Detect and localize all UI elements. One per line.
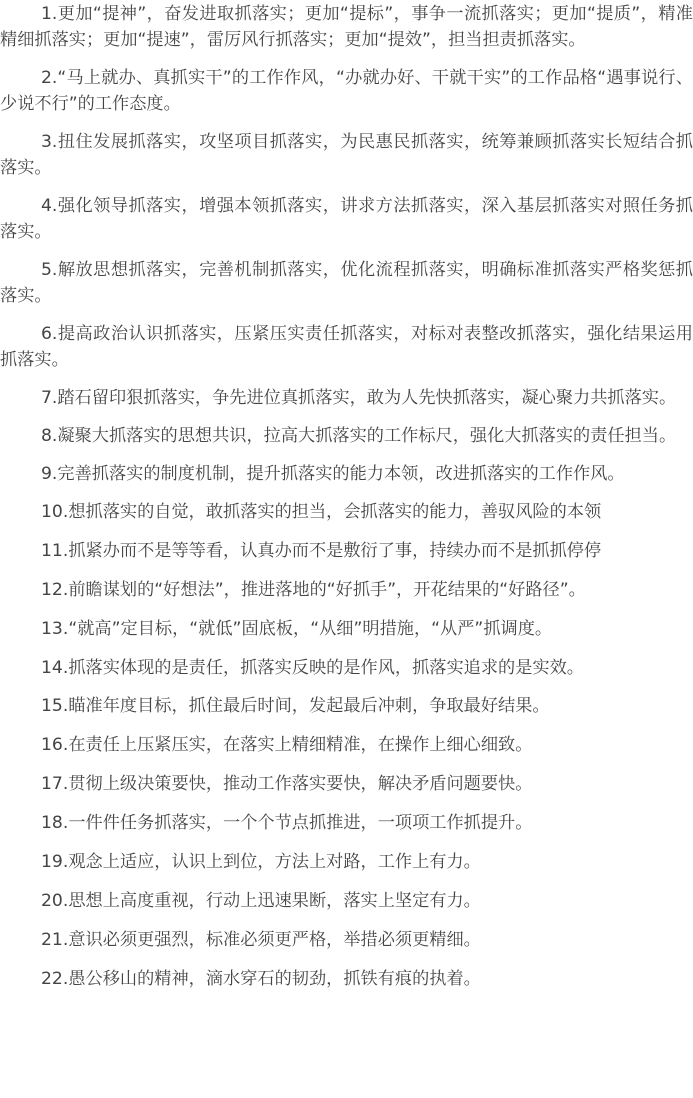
paragraph-19: 19.观念上适应，认识上到位，方法上对路，工作上有力。	[41, 852, 481, 873]
paragraph-16: 16.在责任上压紧压实，在落实上精细精准，在操作上细心细致。	[41, 735, 533, 756]
paragraph-12: 12.前瞻谋划的“好想法”，推进落地的“好抓手”，开花结果的“好路径”。	[41, 579, 586, 600]
paragraph-1: 1.更加“提神”，奋发进取抓落实；更加“提标”，事争一流抓落实；更加“提质”，精准精细抓落实；更加“提速”，雷厉风行抓落实；更加“提效”，担当担责抓落实。	[0, 4, 693, 50]
paragraph-15: 15.瞄准年度目标，抓住最后时间，发起最后冲刺，争取最好结果。	[41, 696, 550, 717]
paragraph-2: 2.“马上就办、真抓实干”的工作作风，“办就办好、干就干实”的工作品格“遇事说行、少说不行”的工作态度。	[0, 68, 693, 114]
paragraph-20: 20.思想上高度重视，行动上迅速果断，落实上坚定有力。	[41, 890, 481, 911]
paragraph-14: 14.抓落实体现的是责任，抓落实反映的是作风，抓落实追求的是实效。	[41, 657, 584, 678]
document-body	[0, 1, 693, 992]
paragraph-3: 3.扭住发展抓落实，攻坚项目抓落实，为民惠民抓落实，统筹兼顾抓落实长短结合抓落实。	[0, 132, 693, 178]
paragraph-10: 10.想抓落实的自觉，敢抓落实的担当，会抓落实的能力，善驭风险的本领	[41, 502, 602, 522]
paragraph-17: 17.贯彻上级决策要快，推动工作落实要快，解决矛盾问题要快。	[41, 774, 533, 795]
paragraph-22: 22.愚公移山的精神，滴水穿石的韧劲，抓铁有痕的执着。	[41, 968, 481, 989]
paragraph-5: 5.解放思想抓落实，完善机制抓落实，优化流程抓落实，明确标准抓落实严格奖惩抓落实。	[0, 260, 693, 306]
paragraph-13: 13.“就高”定目标，“就低”固底板，“从细”明措施，“从严”抓调度。	[41, 618, 553, 639]
paragraph-6: 6.提高政治认识抓落实，压紧压实责任抓落实，对标对表整改抓落实，强化结果运用抓落实。	[0, 324, 693, 370]
paragraph-7: 7.踏石留印狠抓落实，争先进位真抓落实，敢为人先快抓落实，凝心聚力共抓落实。	[41, 388, 677, 408]
paragraph-21: 21.意识必须更强烈，标准必须更严格，举措必须更精细。	[41, 929, 481, 950]
paragraph-9: 9.完善抓落实的制度机制，提升抓落实的能力本领，改进抓落实的工作作风。	[41, 464, 625, 484]
paragraph-18: 18.一件件任务抓落实，一个个节点抓推进，一项项工作抓提升。	[41, 813, 533, 834]
paragraph-8: 8.凝聚大抓落实的思想共识，拉高大抓落实的工作标尺，强化大抓落实的责任担当。	[41, 426, 677, 446]
paragraph-4: 4.强化领导抓落实，增强本领抓落实，讲求方法抓落实，深入基层抓落实对照任务抓落实。	[0, 196, 693, 242]
paragraph-11: 11.抓紧办而不是等等看，认真办而不是敷衍了事，持续办而不是抓抓停停	[41, 540, 602, 561]
